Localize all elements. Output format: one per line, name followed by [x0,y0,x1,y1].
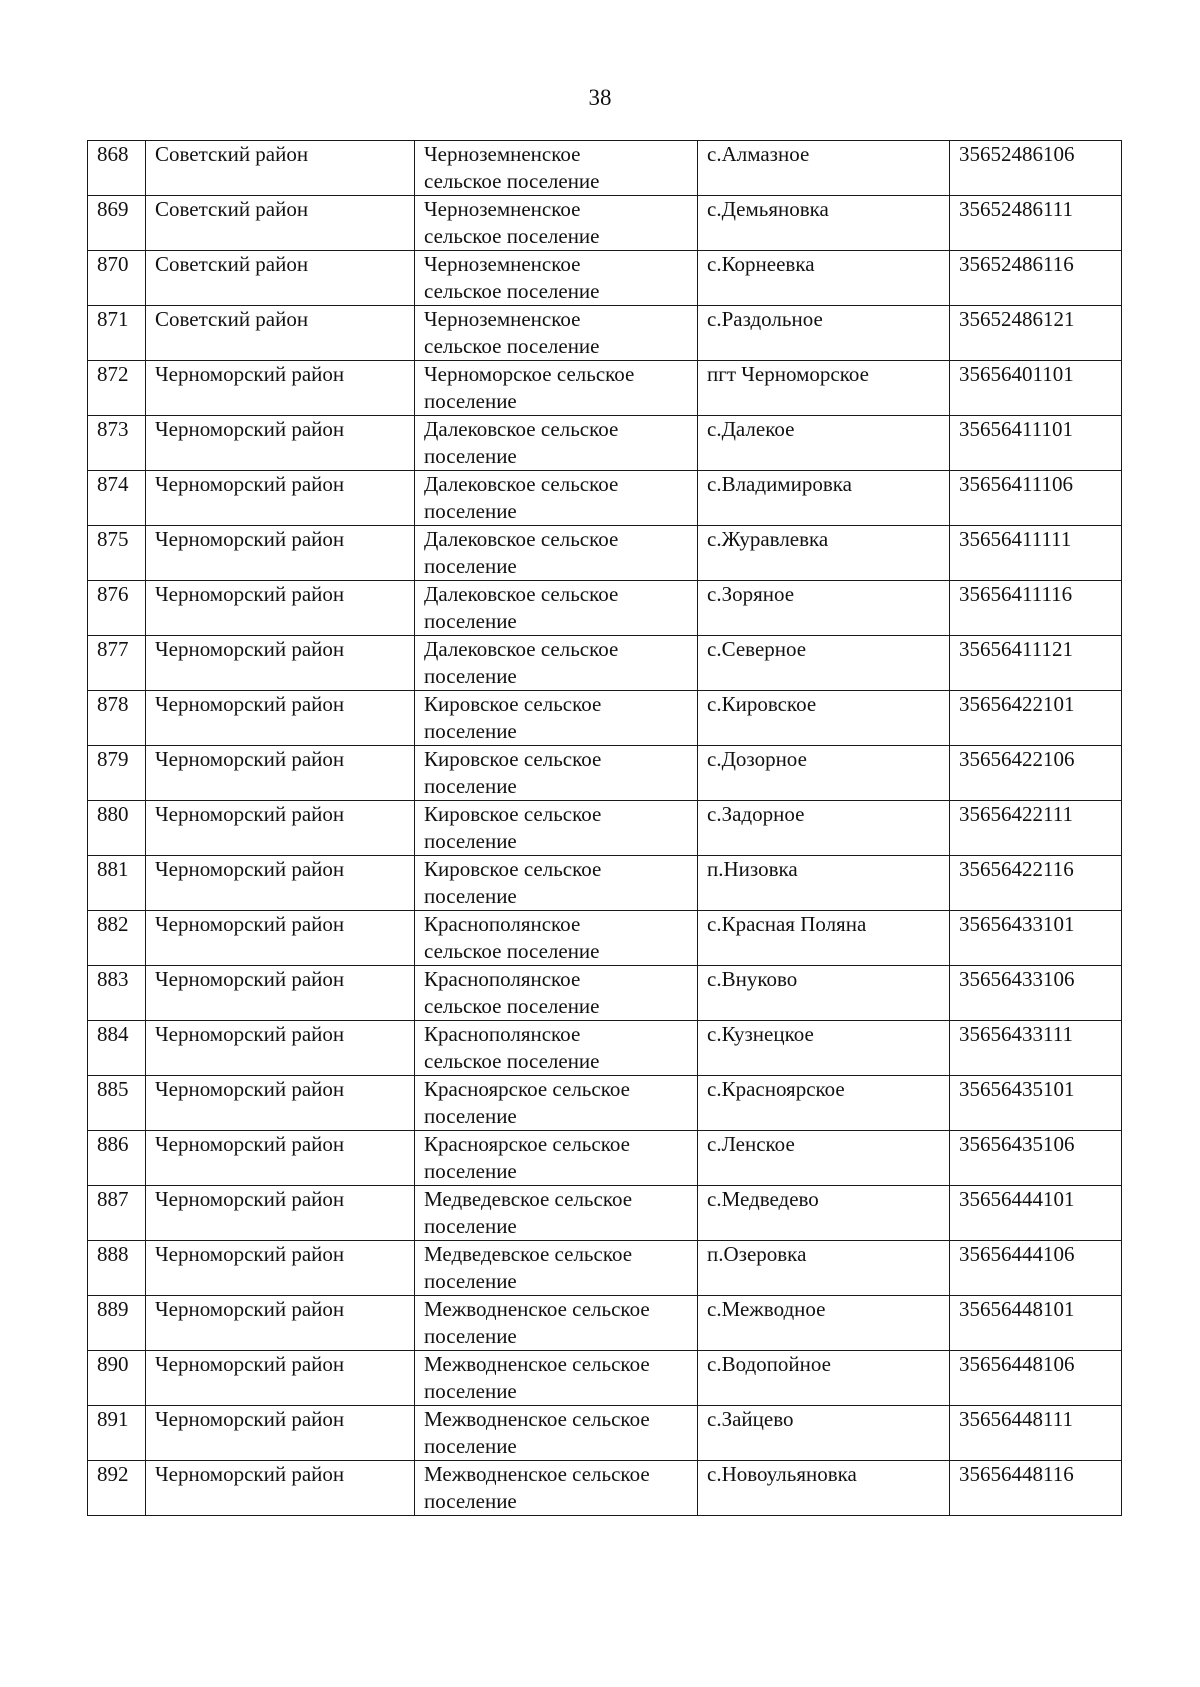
settlement-name-line1: Межводненское сельское [424,1407,650,1431]
row-number-cell: 889 [88,1296,146,1351]
row-number-cell: 883 [88,966,146,1021]
settlement-cell [415,1186,698,1241]
row-number-cell: 872 [88,361,146,416]
oktmo-code-cell: 35656411101 [950,416,1122,471]
settlement-name-line2: сельское поселение [424,939,600,963]
district-cell: Черноморский район [146,746,415,801]
locality-cell: с.Ленское [698,1131,950,1186]
settlement-cell [415,306,698,361]
locality-cell: с.Зоряное [698,581,950,636]
locality-cell: с.Северное [698,636,950,691]
settlement-cell [415,691,698,746]
locality-cell: с.Далекое [698,416,950,471]
district-cell: Черноморский район [146,1461,415,1516]
settlement-name-line1: Кировское сельское [424,692,602,716]
oktmo-code-cell: 35656444101 [950,1186,1122,1241]
settlement-cell [415,526,698,581]
oktmo-code-cell: 35656422106 [950,746,1122,801]
settlement-cell [415,1351,698,1406]
row-number-cell: 884 [88,1021,146,1076]
settlement-name-line1: Черноземненское [424,252,581,276]
district-cell: Советский район [146,306,415,361]
row-number-cell: 882 [88,911,146,966]
oktmo-code-cell: 35656411111 [950,526,1122,581]
settlement-cell [415,1406,698,1461]
settlement-name-line1: Межводненское сельское [424,1462,650,1486]
settlement-name-line2: поселение [424,499,517,523]
district-cell: Черноморский район [146,636,415,691]
settlement-name-line1: Краснополянское [424,967,581,991]
table-row [88,196,1122,251]
table-row [88,471,1122,526]
settlement-name-line2: поселение [424,389,517,413]
locality-cell: с.Красноярское [698,1076,950,1131]
oktmo-code-cell: 35656411116 [950,581,1122,636]
settlement-name-line2: сельское поселение [424,334,600,358]
locality-cell: п.Озеровка [698,1241,950,1296]
settlement-cell [415,746,698,801]
locality-cell: с.Межводное [698,1296,950,1351]
district-cell: Черноморский район [146,1241,415,1296]
oktmo-code-cell: 35656411121 [950,636,1122,691]
settlement-name-line2: сельское поселение [424,994,600,1018]
settlement-cell [415,141,698,196]
settlement-name-line1: Краснополянское [424,1022,581,1046]
locality-cell: с.Медведево [698,1186,950,1241]
oktmo-code-cell: 35656422111 [950,801,1122,856]
row-number-cell: 876 [88,581,146,636]
settlements-table [87,140,1122,1516]
row-number-cell: 891 [88,1406,146,1461]
settlement-name-line2: поселение [424,664,517,688]
district-cell: Черноморский район [146,911,415,966]
oktmo-code-cell: 35656433101 [950,911,1122,966]
table-row [88,416,1122,471]
district-cell: Черноморский район [146,691,415,746]
row-number-cell: 892 [88,1461,146,1516]
settlement-cell [415,966,698,1021]
settlement-name-line2: поселение [424,444,517,468]
oktmo-code-cell: 35656435106 [950,1131,1122,1186]
table-row [88,251,1122,306]
row-number-cell: 885 [88,1076,146,1131]
row-number-cell: 886 [88,1131,146,1186]
locality-cell: с.Новоульяновка [698,1461,950,1516]
settlement-cell [415,581,698,636]
settlement-cell [415,196,698,251]
table-row [88,691,1122,746]
settlement-name-line2: поселение [424,884,517,908]
settlement-name-line2: поселение [424,1434,517,1458]
settlement-cell [415,801,698,856]
settlement-name-line1: Далековское сельское [424,527,619,551]
settlement-cell [415,1296,698,1351]
district-cell: Черноморский район [146,1351,415,1406]
district-cell: Черноморский район [146,1186,415,1241]
settlement-name-line1: Далековское сельское [424,472,619,496]
oktmo-code-cell: 35652486121 [950,306,1122,361]
settlement-name-line1: Медведевское сельское [424,1187,633,1211]
settlement-name-line2: поселение [424,1269,517,1293]
row-number-cell: 881 [88,856,146,911]
table-row [88,141,1122,196]
settlement-name-line1: Красноярское сельское [424,1077,630,1101]
locality-cell: с.Владимировка [698,471,950,526]
row-number-cell: 871 [88,306,146,361]
settlement-name-line2: поселение [424,774,517,798]
settlement-cell [415,1021,698,1076]
table-row [88,746,1122,801]
oktmo-code-cell: 35656433106 [950,966,1122,1021]
settlement-name-line2: поселение [424,609,517,633]
district-cell: Черноморский район [146,1076,415,1131]
row-number-cell: 875 [88,526,146,581]
row-number-cell: 870 [88,251,146,306]
oktmo-code-cell: 35656422116 [950,856,1122,911]
settlement-name-line2: поселение [424,1324,517,1348]
row-number-cell: 879 [88,746,146,801]
oktmo-code-cell: 35656448116 [950,1461,1122,1516]
district-cell: Черноморский район [146,526,415,581]
page-number: 38 [588,85,612,110]
locality-cell: пгт Черноморское [698,361,950,416]
settlement-name-line1: Межводненское сельское [424,1352,650,1376]
locality-cell: с.Демьяновка [698,196,950,251]
district-cell: Черноморский район [146,471,415,526]
table-row [88,1296,1122,1351]
oktmo-code-cell: 35656422101 [950,691,1122,746]
district-cell: Черноморский район [146,416,415,471]
settlement-cell [415,1131,698,1186]
settlement-cell [415,416,698,471]
settlement-name-line2: поселение [424,1214,517,1238]
settlement-name-line1: Черноземненское [424,197,581,221]
oktmo-code-cell: 35652486111 [950,196,1122,251]
settlement-name-line1: Черноземненское [424,307,581,331]
locality-cell: с.Кузнецкое [698,1021,950,1076]
settlement-name-line1: Черноземненское [424,142,581,166]
settlement-name-line1: Кировское сельское [424,747,602,771]
oktmo-code-cell: 35656435101 [950,1076,1122,1131]
table-row [88,306,1122,361]
oktmo-code-cell: 35656444106 [950,1241,1122,1296]
table-row [88,801,1122,856]
settlement-name-line2: поселение [424,829,517,853]
table-row [88,1131,1122,1186]
row-number-cell: 888 [88,1241,146,1296]
table-row [88,1076,1122,1131]
settlement-cell [415,1241,698,1296]
settlement-name-line1: Краснополянское [424,912,581,936]
oktmo-code-cell: 35656448111 [950,1406,1122,1461]
district-cell: Черноморский район [146,966,415,1021]
row-number-cell: 887 [88,1186,146,1241]
district-cell: Черноморский район [146,801,415,856]
oktmo-code-cell: 35656433111 [950,1021,1122,1076]
table-row [88,361,1122,416]
settlement-name-line1: Далековское сельское [424,637,619,661]
district-cell: Черноморский район [146,1021,415,1076]
table-row [88,581,1122,636]
row-number-cell: 868 [88,141,146,196]
row-number-cell: 873 [88,416,146,471]
settlements-table-body [88,141,1122,1516]
row-number-cell: 869 [88,196,146,251]
district-cell: Черноморский район [146,1131,415,1186]
settlement-name-line1: Кировское сельское [424,857,602,881]
oktmo-code-cell: 35656411106 [950,471,1122,526]
table-row [88,1461,1122,1516]
row-number-cell: 874 [88,471,146,526]
settlement-name-line1: Красноярское сельское [424,1132,630,1156]
locality-cell: с.Внуково [698,966,950,1021]
settlement-cell [415,1076,698,1131]
table-row [88,1406,1122,1461]
district-cell: Черноморский район [146,856,415,911]
locality-cell: с.Корнеевка [698,251,950,306]
settlement-name-line2: поселение [424,1379,517,1403]
settlement-name-line1: Далековское сельское [424,582,619,606]
locality-cell: с.Водопойное [698,1351,950,1406]
settlement-name-line2: сельское поселение [424,224,600,248]
row-number-cell: 878 [88,691,146,746]
district-cell: Советский район [146,141,415,196]
district-cell: Черноморский район [146,1406,415,1461]
table-row [88,636,1122,691]
locality-cell: с.Кировское [698,691,950,746]
settlement-name-line1: Черноморское сельское [424,362,635,386]
settlement-cell [415,856,698,911]
settlement-name-line2: поселение [424,554,517,578]
oktmo-code-cell: 35656401101 [950,361,1122,416]
locality-cell: с.Задорное [698,801,950,856]
oktmo-code-cell: 35652486116 [950,251,1122,306]
row-number-cell: 880 [88,801,146,856]
settlement-name-line2: поселение [424,1489,517,1513]
locality-cell: с.Красная Поляна [698,911,950,966]
settlement-name-line1: Медведевское сельское [424,1242,633,1266]
settlement-cell [415,911,698,966]
locality-cell: с.Алмазное [698,141,950,196]
settlement-cell [415,1461,698,1516]
settlement-name-line1: Далековское сельское [424,417,619,441]
row-number-cell: 877 [88,636,146,691]
locality-cell: с.Раздольное [698,306,950,361]
oktmo-code-cell: 35652486106 [950,141,1122,196]
settlement-cell [415,636,698,691]
table-row [88,966,1122,1021]
table-row [88,1021,1122,1076]
district-cell: Черноморский район [146,361,415,416]
locality-cell: с.Зайцево [698,1406,950,1461]
table-row [88,1186,1122,1241]
district-cell: Черноморский район [146,581,415,636]
locality-cell: с.Дозорное [698,746,950,801]
table-row [88,856,1122,911]
settlement-name-line1: Межводненское сельское [424,1297,650,1321]
settlement-cell [415,361,698,416]
row-number-cell: 890 [88,1351,146,1406]
district-cell: Советский район [146,196,415,251]
settlement-name-line2: сельское поселение [424,279,600,303]
district-cell: Черноморский район [146,1296,415,1351]
table-row [88,1351,1122,1406]
table-row [88,1241,1122,1296]
oktmo-code-cell: 35656448101 [950,1296,1122,1351]
locality-cell: п.Низовка [698,856,950,911]
oktmo-code-cell: 35656448106 [950,1351,1122,1406]
settlement-cell [415,471,698,526]
table-row [88,911,1122,966]
table-row [88,526,1122,581]
district-cell: Советский район [146,251,415,306]
settlement-name-line2: поселение [424,1104,517,1128]
locality-cell: с.Журавлевка [698,526,950,581]
settlement-cell [415,251,698,306]
settlement-name-line2: поселение [424,719,517,743]
settlement-name-line2: сельское поселение [424,169,600,193]
settlement-name-line2: поселение [424,1159,517,1183]
settlement-name-line2: сельское поселение [424,1049,600,1073]
settlement-name-line1: Кировское сельское [424,802,602,826]
